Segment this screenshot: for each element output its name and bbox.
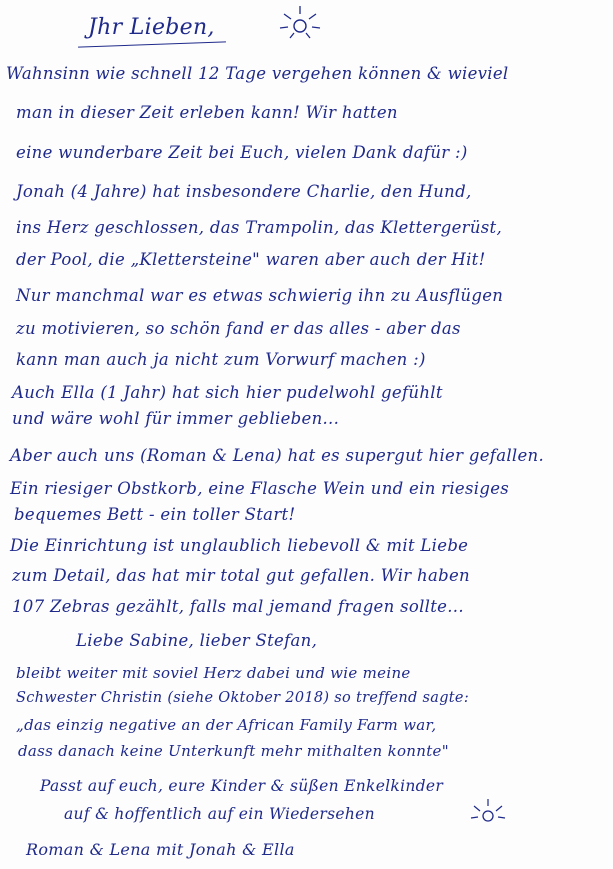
letter-line: man in dieser Zeit erleben kann! Wir hatten [16, 103, 398, 122]
closing-line: dass danach keine Unterkunft mehr mithalten konnte" [18, 742, 449, 760]
closing-line: Passt auf euch, eure Kinder & süßen Enkelkinder [40, 777, 444, 795]
letter-line: eine wunderbare Zeit bei Euch, vielen Dank dafür :) [16, 143, 468, 162]
letter-address: Liebe Sabine, lieber Stefan, [76, 631, 318, 650]
letter-line: Aber auch uns (Roman & Lena) hat es supergut hier gefallen. [10, 446, 545, 465]
letter-line: der Pool, die „Klettersteine" waren aber auch der Hit! [16, 250, 486, 269]
letter-line: ins Herz geschlossen, das Trampolin, das Klettergerüst, [16, 218, 503, 237]
closing-line: Schwester Christin (siehe Oktober 2018) so treffend sagte: [16, 690, 470, 706]
salutation-underline [78, 41, 226, 47]
closing-line: auf & hoffentlich auf ein Wiedersehen [64, 805, 375, 823]
letter-line: Die Einrichtung ist unglaublich liebevoll & mit Liebe [10, 536, 469, 555]
letter-line: zu motivieren, so schön fand er das alles - aber das [16, 319, 461, 338]
letter-line: und wäre wohl für immer geblieben... [12, 409, 340, 428]
letter-line: Ein riesiger Obstkorb, eine Flasche Wein und ein riesiges [10, 479, 510, 498]
sun-doodle-icon [468, 796, 508, 832]
letter-line: zum Detail, das hat mir total gut gefallen. Wir haben [12, 566, 470, 585]
signature: Roman & Lena mit Jonah & Ella [26, 840, 295, 859]
letter-line: kann man auch ja nicht zum Vorwurf machen :) [16, 350, 426, 369]
letter-line: Auch Ella (1 Jahr) hat sich hier pudelwohl gefühlt [12, 383, 443, 402]
sun-doodle-icon [278, 4, 322, 42]
letter-line: bequemes Bett - ein toller Start! [14, 505, 296, 524]
salutation: Jhr Lieben, [88, 15, 215, 40]
closing-line: bleibt weiter mit soviel Herz dabei und wie meine [16, 664, 411, 682]
letter-line: Nur manchmal war es etwas schwierig ihn zu Ausflügen [16, 286, 504, 305]
letter-line: Wahnsinn wie schnell 12 Tage vergehen können & wieviel [6, 64, 509, 83]
letter-line: Jonah (4 Jahre) hat insbesondere Charlie, den Hund, [16, 182, 472, 201]
letter-line: 107 Zebras gezählt, falls mal jemand fragen sollte... [12, 597, 464, 616]
closing-line: „das einzig negative an der African Family Farm war, [16, 716, 437, 734]
